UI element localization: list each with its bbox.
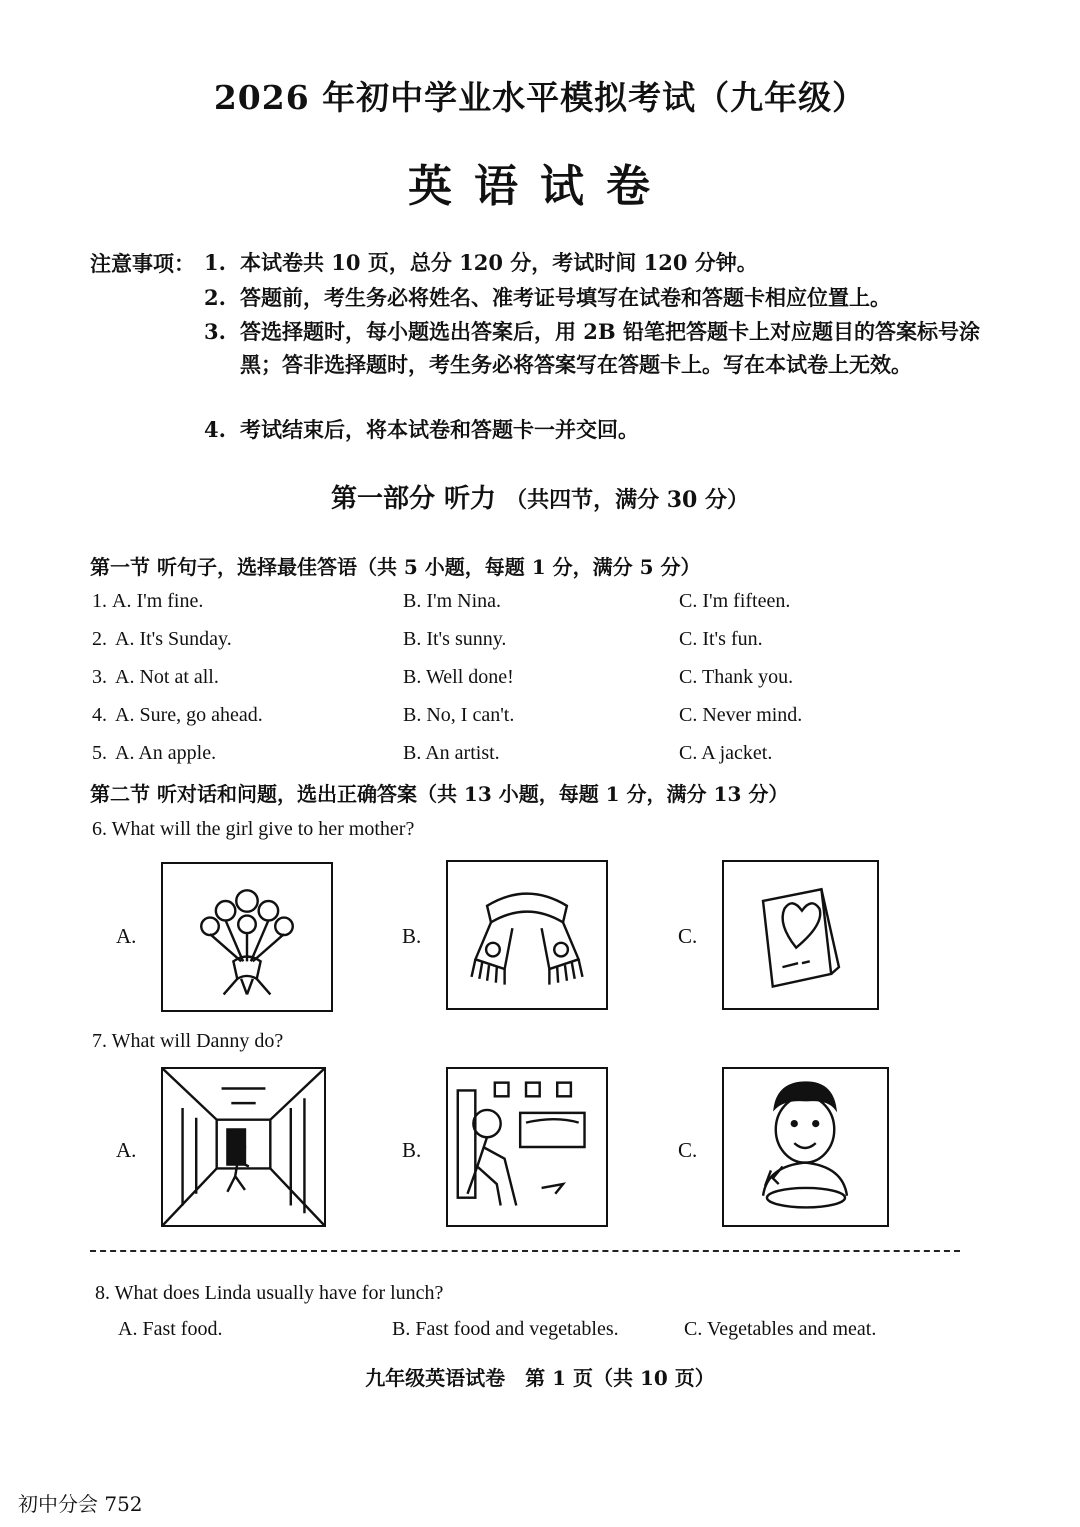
notice-num: 1. bbox=[204, 250, 226, 275]
page-divider bbox=[90, 1250, 960, 1252]
q7-picture-a[interactable] bbox=[161, 1067, 326, 1227]
q6-label-a[interactable]: A. bbox=[116, 924, 137, 948]
flower-bouquet-icon bbox=[163, 864, 331, 1010]
q-num: 4. bbox=[92, 704, 107, 726]
q2-option-c[interactable]: C. It's fun. bbox=[679, 628, 763, 650]
q6-picture-c[interactable] bbox=[722, 860, 879, 1010]
notice-text: 本试卷共 10 页，总分 120 分，考试时间 120 分钟。 bbox=[240, 250, 758, 275]
scarf-icon bbox=[448, 862, 606, 1008]
q-num: 5. bbox=[92, 742, 107, 764]
q4-option-c[interactable]: C. Never mind. bbox=[679, 704, 803, 726]
heart-card-icon bbox=[724, 862, 877, 1008]
notice-item-4 bbox=[204, 413, 984, 446]
q1-option-b[interactable]: B. I'm Nina. bbox=[403, 590, 502, 612]
part1-title-main: 第一部分 听力 bbox=[330, 484, 497, 514]
notice-item-1 bbox=[204, 246, 984, 279]
hallway-running-icon bbox=[163, 1069, 324, 1225]
notice-item-3 bbox=[204, 315, 984, 414]
q7-label-a[interactable]: A. bbox=[116, 1138, 137, 1162]
q4-row bbox=[92, 704, 107, 727]
section1-title: 第一节 听句子，选择最佳答语（共 5 小题，每题 1 分，满分 5 分） bbox=[90, 555, 701, 579]
notice-text: 答选择题时，每小题选出答案后，用 2B 铅笔把答题卡上对应题目的答案标号涂黑；答非选择题时，考生务必将答案写在答题卡上。写在本试卷上无效。 bbox=[240, 319, 980, 377]
q8-option-b[interactable]: B. Fast food and vegetables. bbox=[392, 1318, 619, 1340]
q6-text: 6. What will the girl give to her mother? bbox=[92, 818, 415, 840]
q6-picture-b[interactable] bbox=[446, 860, 608, 1010]
q1-option-c[interactable]: C. I'm fifteen. bbox=[679, 590, 791, 612]
q3-option-b[interactable]: B. Well done! bbox=[403, 666, 514, 688]
q2-option-b[interactable]: B. It's sunny. bbox=[403, 628, 507, 650]
q1-row bbox=[92, 590, 107, 613]
boy-eating-icon bbox=[724, 1069, 887, 1225]
q8-option-c[interactable]: C. Vegetables and meat. bbox=[684, 1318, 877, 1340]
section2-title: 第二节 听对话和问题，选出正确答案（共 13 小题，每题 1 分，满分 13 分） bbox=[90, 782, 789, 806]
part1-title bbox=[0, 478, 1080, 515]
q7-text: 7. What will Danny do? bbox=[92, 1030, 284, 1052]
subject-title: 英语试卷 bbox=[408, 161, 672, 212]
notice-text: 答题前，考生务必将姓名、准考证号填写在试卷和答题卡相应位置上。 bbox=[240, 285, 891, 310]
q2-option-a[interactable]: A. It's Sunday. bbox=[115, 628, 232, 650]
part1-title-sub: （共四节，满分 30 分） bbox=[505, 487, 750, 513]
q-num: 1. bbox=[92, 590, 107, 612]
q1-option-a[interactable]: A. I'm fine. bbox=[112, 590, 204, 612]
q2-row bbox=[92, 628, 107, 651]
notice-num: 3. bbox=[204, 319, 226, 344]
q-num: 2. bbox=[92, 628, 107, 650]
q5-option-b[interactable]: B. An artist. bbox=[403, 742, 500, 764]
q8-text: 8. What does Linda usually have for lunch? bbox=[95, 1282, 444, 1304]
notice-num: 4. bbox=[204, 417, 226, 442]
q5-option-a[interactable]: A. An apple. bbox=[115, 742, 217, 764]
q6-picture-a[interactable] bbox=[161, 862, 333, 1012]
notice-num: 2. bbox=[204, 285, 226, 310]
q3-option-c[interactable]: C. Thank you. bbox=[679, 666, 794, 688]
cleaning-room-icon bbox=[448, 1069, 606, 1225]
q5-row bbox=[92, 742, 107, 765]
exam-title: 2026 年初中学业水平模拟考试（九年级） bbox=[213, 78, 867, 117]
q4-option-b[interactable]: B. No, I can't. bbox=[403, 704, 515, 726]
notice-text: 考试结束后，将本试卷和答题卡一并交回。 bbox=[240, 417, 639, 442]
q5-option-c[interactable]: C. A jacket. bbox=[679, 742, 773, 764]
q6-label-c[interactable]: C. bbox=[678, 924, 698, 948]
page-footer: 九年级英语试卷 第 1 页（共 10 页） bbox=[365, 1366, 715, 1390]
notice-label: 注意事项： bbox=[90, 251, 195, 276]
q3-option-a[interactable]: A. Not at all. bbox=[115, 666, 219, 688]
q4-option-a[interactable]: A. Sure, go ahead. bbox=[115, 704, 263, 726]
q6-label-b[interactable]: B. bbox=[402, 924, 422, 948]
q7-label-b[interactable]: B. bbox=[402, 1138, 422, 1162]
corner-note: 初中分会 752 bbox=[18, 1492, 143, 1516]
q7-label-c[interactable]: C. bbox=[678, 1138, 698, 1162]
q-num: 3. bbox=[92, 666, 107, 688]
q3-row bbox=[92, 666, 107, 689]
notice-item-2 bbox=[204, 281, 984, 314]
q7-picture-b[interactable] bbox=[446, 1067, 608, 1227]
q7-picture-c[interactable] bbox=[722, 1067, 889, 1227]
q8-option-a[interactable]: A. Fast food. bbox=[118, 1318, 223, 1340]
